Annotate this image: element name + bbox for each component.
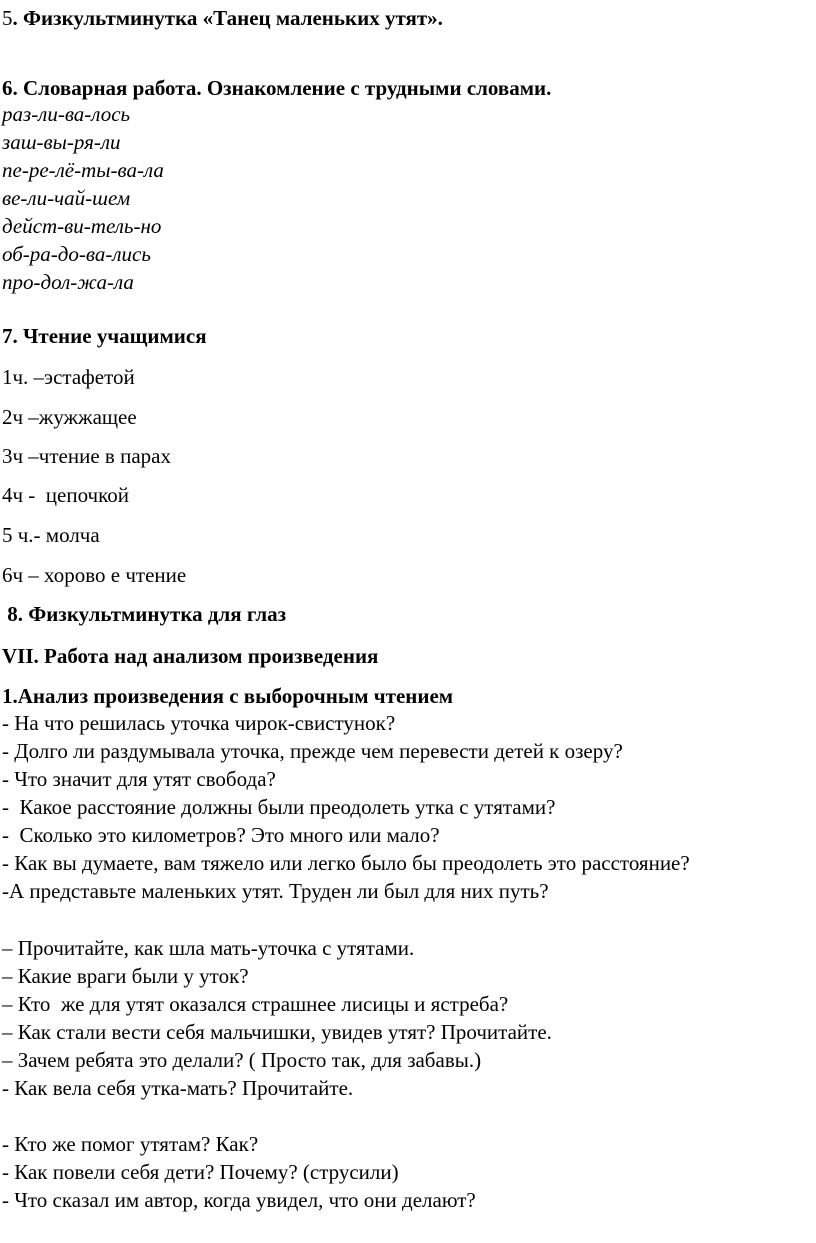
question: - Что значит для утят свобода?	[2, 767, 276, 791]
vocab-word: ве-ли-чай-шем	[2, 186, 131, 210]
question: – Какие враги были у уток?	[2, 964, 249, 988]
question: - Как повели себя дети? Почему? (струсили)	[2, 1160, 399, 1184]
vocab-word: про-дол-жа-ла	[2, 270, 134, 294]
section-5-heading	[2, 4, 443, 32]
reading-part: 4ч - цепочкой	[2, 483, 129, 507]
question: -А представьте маленьких утят. Труден ли был для них путь?	[2, 879, 549, 903]
vocab-word: дейст-ви-тель-но	[2, 214, 162, 238]
question: - Как вы думаете, вам тяжело или легко было бы преодолеть это расстояние?	[2, 851, 690, 875]
question: - Долго ли раздумывала уточка, прежде чем перевести детей к озеру?	[2, 739, 623, 763]
vocab-word: заш-вы-ря-ли	[2, 130, 121, 154]
section-6-heading: 6. Словарная работа. Ознакомление с трудными словами.	[2, 76, 552, 100]
question: – Зачем ребята это делали? ( Просто так, для забавы.)	[2, 1048, 482, 1072]
question: - На что решилась уточка чирок-свистунок?	[2, 711, 396, 735]
question: – Как стали вести себя мальчишки, увидев утят? Прочитайте.	[2, 1020, 552, 1044]
section-7-heading: 7. Чтение учащимися	[2, 324, 207, 348]
reading-part: 5 ч.- молча	[2, 523, 100, 547]
section-8-heading: 8. Физкультминутка для глаз	[2, 602, 287, 626]
section-5-number: 5	[2, 6, 13, 30]
question: - Что сказал им автор, когда увидел, что они делают?	[2, 1188, 476, 1212]
reading-part: 6ч – хорово е чтение	[2, 563, 187, 587]
question: – Прочитайте, как шла мать-уточка с утятами.	[2, 936, 415, 960]
question: - Какое расстояние должны были преодолеть утка с утятами?	[2, 795, 556, 819]
analysis-heading: 1.Анализ произведения с выборочным чтением	[2, 684, 454, 708]
reading-part: 2ч –жужжащее	[2, 405, 137, 429]
section-5-title: . Физкультминутка «Танец маленьких утят».	[12, 6, 443, 30]
question: - Сколько это километров? Это много или мало?	[2, 823, 440, 847]
reading-part: 1ч. –эстафетой	[2, 365, 135, 389]
vocab-word: пе-ре-лё-ты-ва-ла	[2, 158, 164, 182]
question: - Кто же помог утятам? Как?	[2, 1132, 259, 1156]
reading-part: 3ч –чтение в парах	[2, 444, 171, 468]
vocab-word: об-ра-до-ва-лись	[2, 242, 151, 266]
section-vii-heading: VII. Работа над анализом произведения	[2, 644, 379, 668]
question: – Кто же для утят оказался страшнее лисицы и ястреба?	[2, 992, 509, 1016]
question: - Как вела себя утка-мать? Прочитайте.	[2, 1076, 354, 1100]
vocab-word: раз-ли-ва-лось	[2, 102, 131, 126]
